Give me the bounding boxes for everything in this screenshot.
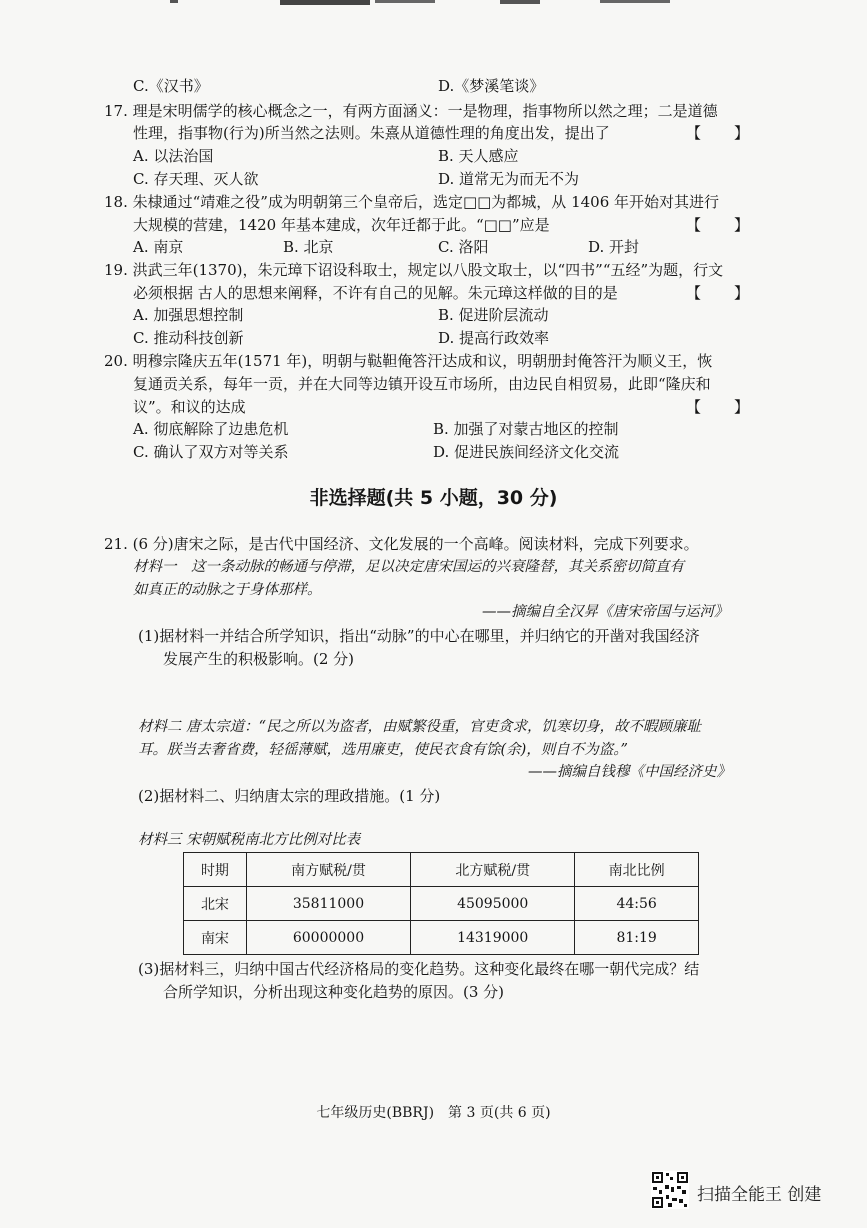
q17-option-d: D. 道常无为而无不为: [438, 170, 580, 188]
q18-option-d: D. 开封: [588, 238, 640, 256]
q17-option-c: C. 存天理、灭人欲: [133, 170, 259, 188]
table-header-cell: 南方赋税/贯: [246, 853, 410, 887]
q21-material1-line1: 材料一 这一条动脉的畅通与停滞，足以决定唐宋国运的兴衰隆替，其关系密切简直有: [133, 559, 684, 575]
q21-material2-line1: 材料二 唐太宗道：“民之所以为盗者，由赋繁役重，官吏贪求，饥寒切身，故不暇顾廉耻: [138, 719, 702, 735]
q20-stem-line3: 议”。和议的达成: [133, 398, 246, 416]
q19-option-c: C. 推动科技创新: [133, 329, 244, 347]
q20-option-a: A. 彻底解除了边患危机: [133, 420, 289, 438]
q19-stem-line1: 19. 洪武三年(1370)，朱元璋下诏设科取士，规定以八股文取士，以“四书”“五经”为题，行文: [104, 261, 724, 279]
q16-option-d: D.《梦溪笔谈》: [438, 77, 545, 95]
qr-code-icon: [651, 1171, 689, 1209]
table-header-row: [184, 853, 699, 887]
table-cell: 45095000: [411, 887, 575, 921]
table-row: [184, 887, 699, 921]
q21-sub3-line1: (3)据材料三，归纳中国古代经济格局的变化趋势。这种变化最终在哪一朝代完成？结: [138, 960, 700, 978]
q21-sub2: (2)据材料二、归纳唐太宗的理政措施。(1 分): [138, 787, 441, 805]
q20-option-b: B. 加强了对蒙古地区的控制: [433, 420, 619, 438]
table-cell: 南宋: [184, 921, 247, 955]
q21-material1-line2: 如真正的动脉之于身体那样。: [133, 582, 322, 598]
tax-ratio-table: [183, 852, 699, 955]
q18-stem-line1: 18. 朱棣通过“靖难之役”成为明朝第三个皇帝后，选定□□为都城，从 1406 年开始对其进行: [104, 193, 720, 211]
q18-option-a: A. 南京: [133, 238, 184, 256]
cropped-header-residue: [170, 0, 690, 10]
q21-sub3-line2: 合所学知识，分析出现这种变化趋势的原因。(3 分): [163, 983, 505, 1001]
table-row: [184, 921, 699, 955]
q20-stem-line2: 复通贡关系，每年一贡，并在大同等边镇开设互市场所，由边民自相贸易，此即“隆庆和: [133, 375, 711, 393]
q21-sub1-line1: (1)据材料一并结合所学知识，指出“动脉”的中心在哪里，并归纳它的开凿对我国经济: [138, 627, 700, 645]
q19-option-a: A. 加强思想控制: [133, 306, 244, 324]
table-header-cell: 时期: [184, 853, 247, 887]
q21-material2-line2: 耳。朕当去奢省费，轻徭薄赋，选用廉吏，使民衣食有馀(余)，则自不为盗。”: [138, 742, 628, 758]
q21-material2-source: ——摘编自钱穆《中国经济史》: [528, 764, 731, 780]
table-cell: 60000000: [246, 921, 410, 955]
page-footer: 七年级历史(BBRJ) 第 3 页(共 6 页): [316, 1105, 551, 1121]
q17-stem-line1: 17. 理是宋明儒学的核心概念之一，有两方面涵义：一是物理，指事物所以然之理；二是道德: [104, 102, 718, 120]
q17-option-a: A. 以法治国: [133, 147, 214, 165]
q20-option-d: D. 促进民族间经济文化交流: [433, 443, 620, 461]
table-cell: 81:19: [575, 921, 699, 955]
q18-option-b: B. 北京: [283, 238, 334, 256]
section-title: 非选择题(共 5 小题，30 分): [309, 487, 558, 509]
q17-answer-bracket: 【 】: [686, 124, 751, 142]
q20-stem-line1: 20. 明穆宗隆庆五年(1571 年)，明朝与鞑靼俺答汗达成和议，明朝册封俺答汗为顺义王，恢: [104, 352, 713, 370]
table-header-cell: 北方赋税/贯: [411, 853, 575, 887]
q19-answer-bracket: 【 】: [686, 284, 751, 302]
table-cell: 35811000: [246, 887, 410, 921]
q19-stem-line2: 必须根据 古人的思想来阐释，不许有自己的见解。朱元璋这样做的目的是: [133, 284, 618, 302]
q16-option-c: C.《汉书》: [133, 77, 209, 95]
q21-intro: 21. (6 分)唐宋之际，是古代中国经济、文化发展的一个高峰。阅读材料，完成下列要求。: [104, 535, 699, 553]
q21-material3-title: 材料三 宋朝赋税南北方比例对比表: [138, 832, 361, 848]
scanner-watermark: 扫描全能王 创建: [697, 1185, 822, 1205]
q18-option-c: C. 洛阳: [438, 238, 489, 256]
q18-stem-line2: 大规模的营建，1420 年基本建成，次年迁都于此。“□□”应是: [133, 216, 550, 234]
q21-sub1-line2: 发展产生的积极影响。(2 分): [163, 650, 355, 668]
q21-material1-source: ——摘编自全汉昇《唐宋帝国与运河》: [482, 604, 729, 620]
table-cell: 44:56: [575, 887, 699, 921]
table-cell: 北宋: [184, 887, 247, 921]
q19-option-b: B. 促进阶层流动: [438, 306, 549, 324]
q20-answer-bracket: 【 】: [686, 398, 751, 416]
table-cell: 14319000: [411, 921, 575, 955]
q18-answer-bracket: 【 】: [686, 216, 751, 234]
q17-option-b: B. 天人感应: [438, 147, 519, 165]
q20-option-c: C. 确认了双方对等关系: [133, 443, 289, 461]
q19-option-d: D. 提高行政效率: [438, 329, 550, 347]
table-header-cell: 南北比例: [575, 853, 699, 887]
q17-stem-line2: 性理，指事物(行为)所当然之法则。朱熹从道德性理的角度出发，提出了: [133, 124, 610, 142]
